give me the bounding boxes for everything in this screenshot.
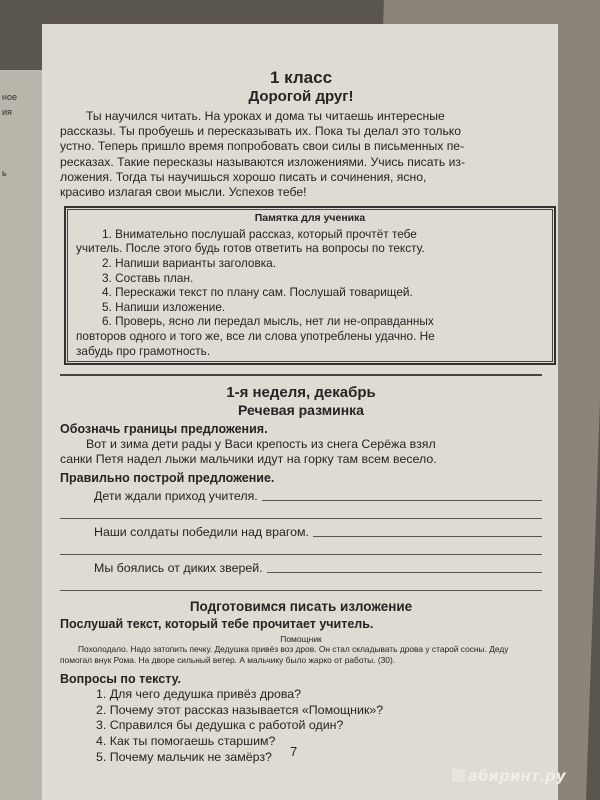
page-number: 7 [290, 744, 298, 759]
exercise-row [60, 561, 542, 576]
exercise-sentence: Дети ждали приход учителя. [94, 489, 258, 504]
adjacent-text-fragment: ия [2, 107, 12, 117]
section-heading: Подготовимся писать изложение [189, 599, 413, 615]
question-item: 4. Как ты помогаешь старшим? [96, 733, 276, 748]
week-heading: 1-я неделя, декабрь [226, 384, 376, 402]
warmup-heading: Речевая разминка [238, 402, 364, 419]
watermark-logo-icon [452, 769, 465, 782]
memo-line: забудь про грамотность. [76, 343, 211, 358]
page-content [60, 68, 542, 765]
greeting-heading: Дорогой друг! [248, 88, 354, 105]
memo-line: 4. Перескажи текст по плану сам. Послушай товарищей. [102, 285, 413, 300]
task-text-line: Вот и зима дети рады у Васи крепость из снега Серёжа взял [86, 437, 436, 452]
task-text-line: санки Петя надел лыжи мальчики идут на горку там всем весело. [60, 452, 437, 467]
intro-paragraph [60, 109, 542, 200]
answer-line [60, 540, 542, 555]
answer-line [313, 536, 542, 537]
workbook-page [42, 24, 558, 800]
memo-line: 2. Напиши варианты заголовка. [102, 256, 277, 270]
story-line: помогал внук Рома. На дворе сильный ветер. А мальчику было жарко от работы. (30). [60, 655, 396, 666]
section-divider [60, 374, 542, 376]
adjacent-text-fragment: ное [2, 92, 17, 102]
intro-line: рассказы. Ты пробуешь и пересказывать их. Пока ты делал это только [60, 124, 462, 139]
answer-line [60, 504, 542, 519]
questions-heading: Вопросы по тексту. [60, 672, 181, 687]
watermark [452, 767, 566, 785]
task-title: Правильно построй предложение. [60, 471, 275, 486]
answer-line [262, 500, 542, 501]
question-item: 1. Для чего дедушка привёз дрова? [96, 687, 302, 702]
student-memo-box [64, 206, 556, 365]
adjacent-page-edge [0, 70, 46, 800]
memo-line: повторов одного и того же, все ли слова употреблены удачно. Не [76, 328, 435, 343]
exercise-sentence: Мы боялись от диких зверей. [94, 561, 263, 576]
memo-line: 3. Составь план. [102, 270, 194, 285]
memo-line: 5. Напиши изложение. [102, 299, 226, 314]
watermark-text: абиринт.ру [468, 767, 566, 785]
question-item: 2. Почему этот рассказ называется «Помощник»? [96, 702, 384, 717]
story-line: Похолодало. Надо затопить печку. Дедушка привёз воз дров. Он стал складывать дрова у старой сосны. Деду [78, 644, 509, 655]
listen-instruction: Послушай текст, который тебе прочитает учитель. [60, 617, 374, 632]
intro-line: устно. Теперь пришло время попробовать свои силы в письменных пе- [60, 139, 465, 154]
intro-line: ложения. Тогда ты научишься хорошо писать и сочинения, ясно, [60, 169, 427, 184]
task-title: Обозначь границы предложения. [60, 422, 268, 437]
exercise-row [60, 489, 542, 504]
memo-line: 6. Проверь, ясно ли передал мысль, нет ли не-оправданных [102, 314, 434, 329]
memo-title: Памятка для ученика [254, 212, 366, 225]
question-item: 5. Почему мальчик не замёрз? [96, 749, 272, 764]
memo-line: 1. Внимательно послушай рассказ, который прочтёт тебе [102, 226, 417, 241]
memo-line: учитель. После этого будь готов ответить на вопросы по тексту. [76, 241, 425, 256]
answer-line [60, 576, 542, 591]
intro-line: красиво излагая свои мысли. Успехов тебе! [60, 185, 307, 200]
exercise-sentence: Наши солдаты победили над врагом. [94, 525, 309, 540]
intro-line: ресказах. Такие пересказы называются изложениями. Учись писать из- [60, 154, 466, 169]
intro-line: Ты научился читать. На уроках и дома ты читаешь интересные [86, 109, 445, 123]
question-item: 3. Справился бы дедушка с работой один? [96, 718, 344, 733]
story-title: Помощник [280, 634, 322, 645]
exercise-row [60, 525, 542, 540]
grade-heading: 1 класс [269, 68, 333, 87]
answer-line [267, 572, 542, 573]
adjacent-text-fragment: ь [2, 168, 7, 178]
